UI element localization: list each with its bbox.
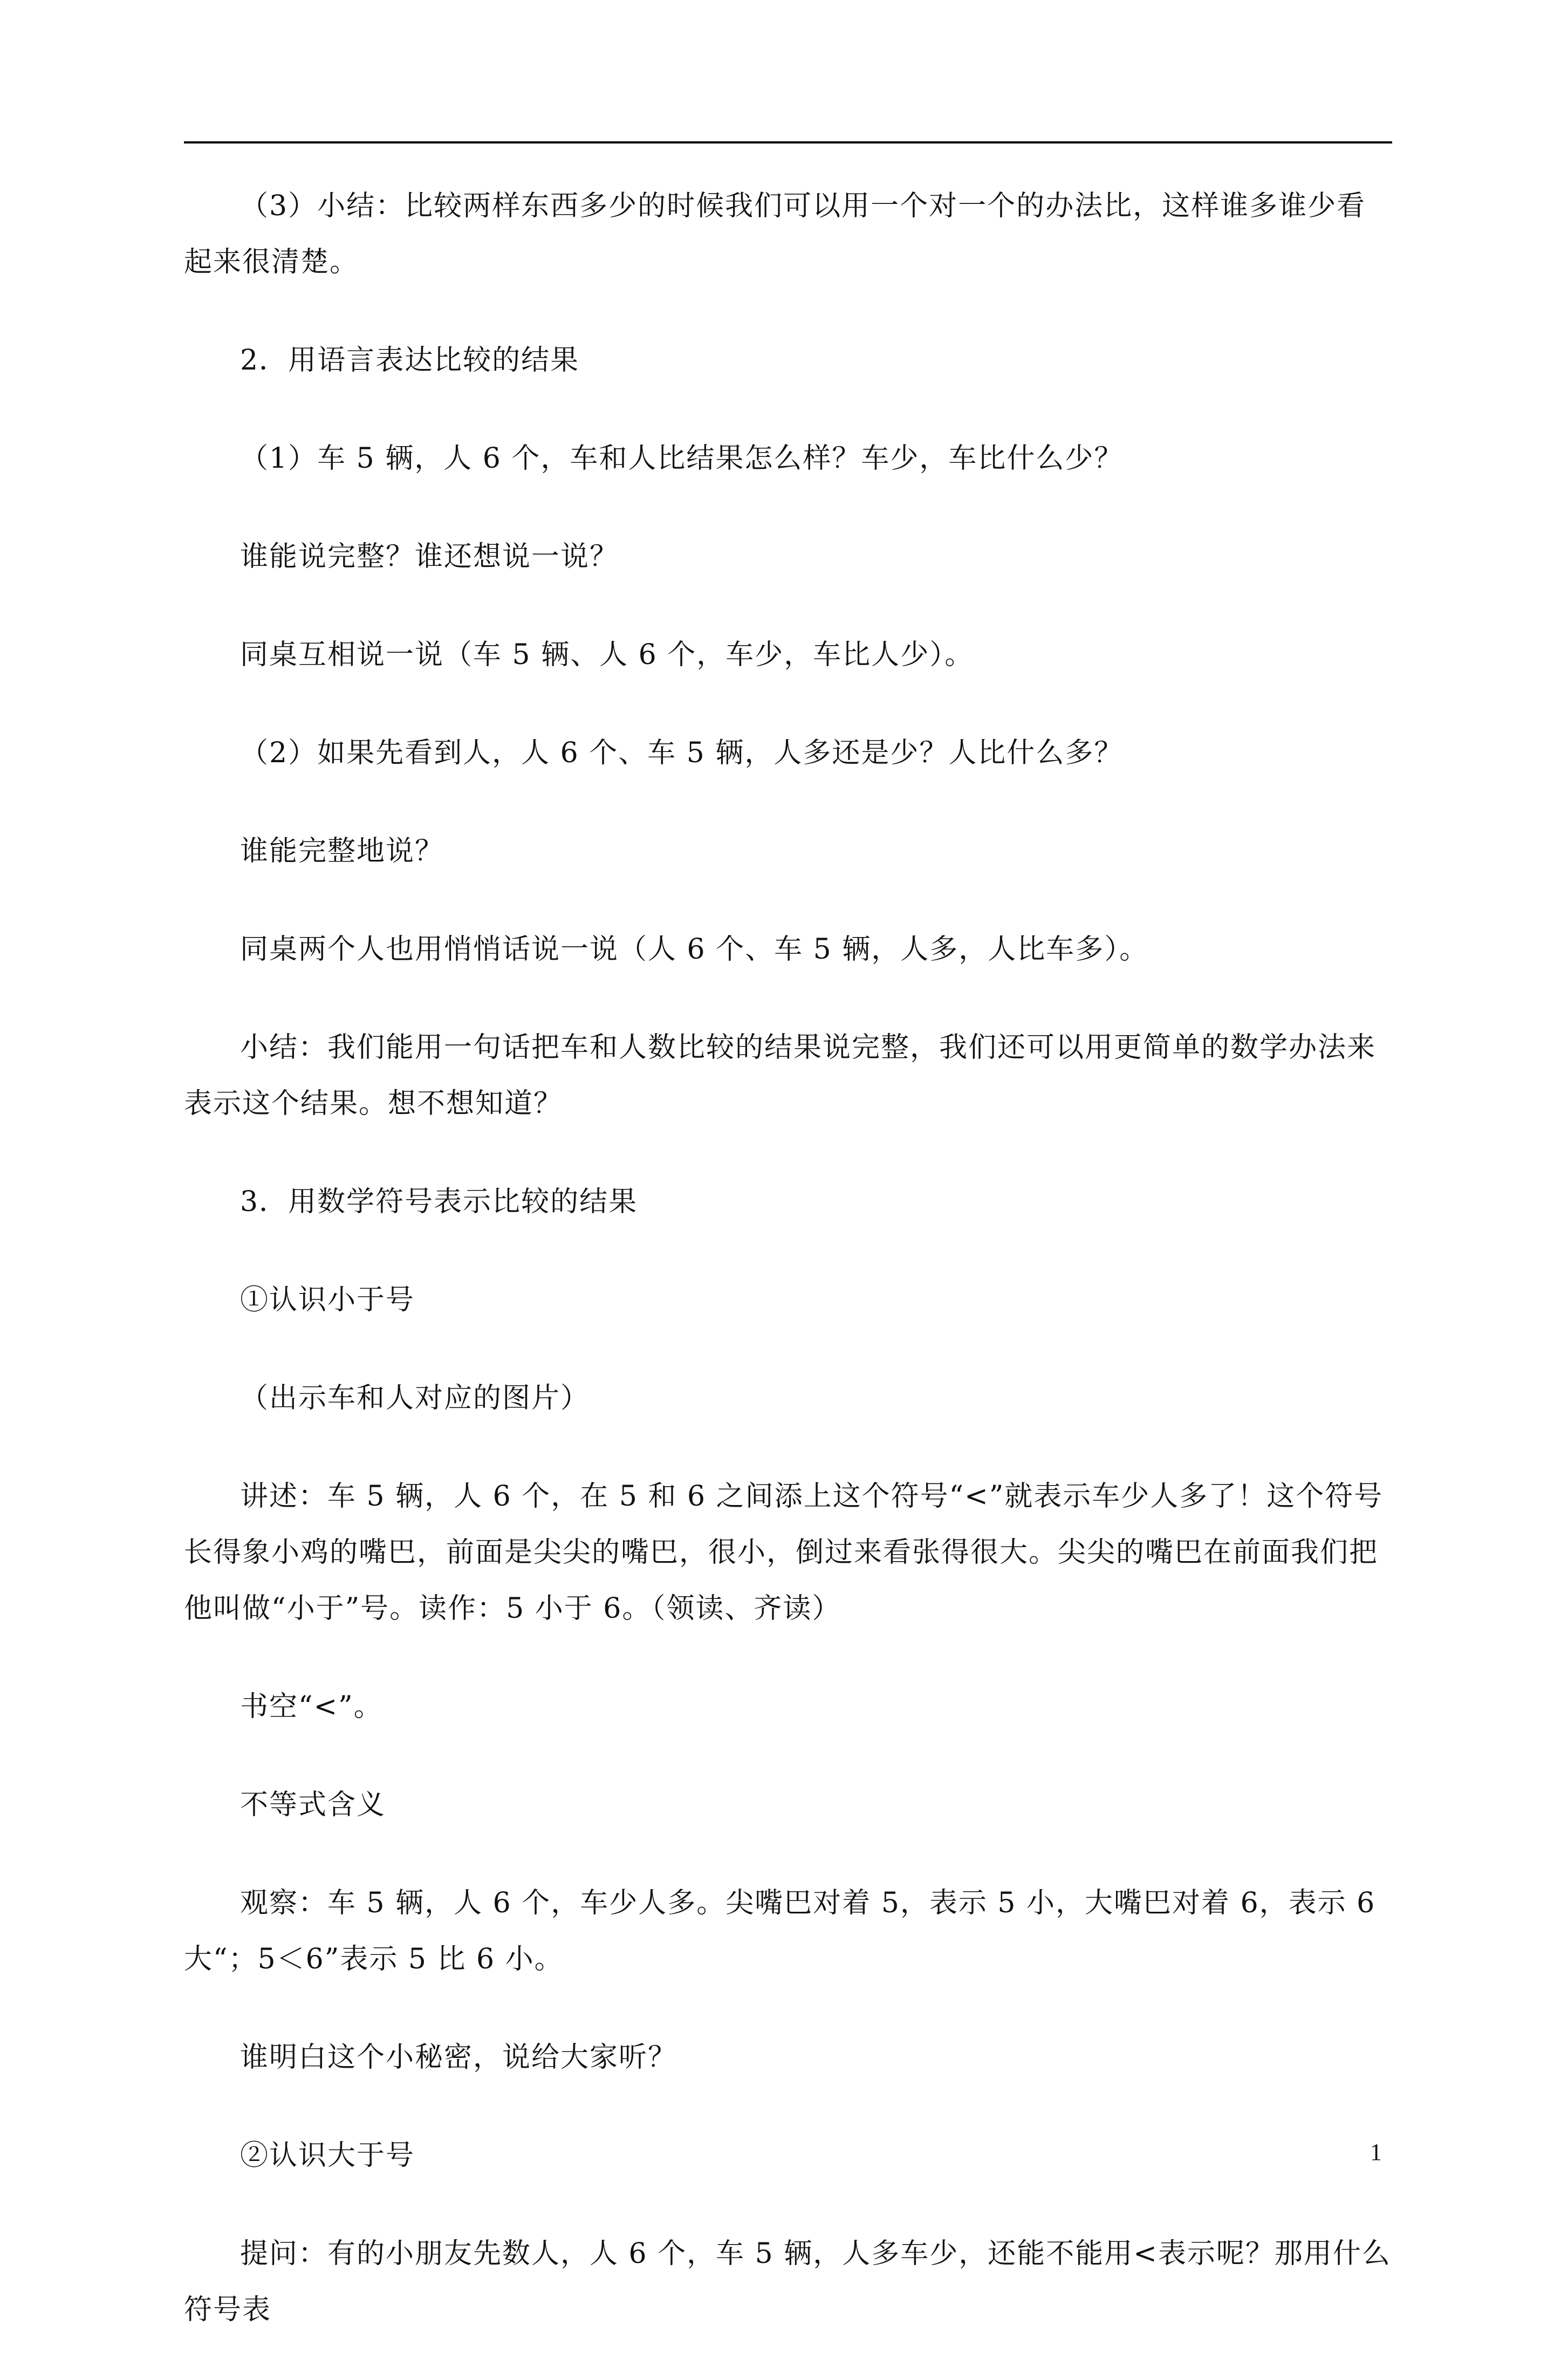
paragraph-heading-3: 3．用数学符号表示比较的结果 [240,1186,638,1218]
paragraph-write-air: 书空“<”。 [240,1691,383,1723]
paragraph-observe: 观察：车 5 辆，人 6 个，车少人多。尖嘴巴对着 5，表示 5 小，大嘴巴对着 6，表示 6 大“；5＜6”表示 5 比 6 小。 [184,1887,1376,1975]
paragraph-inequality-meaning: 不等式含义 [240,1789,386,1821]
paragraph-summary-1: （3）小结：比较两样东西多少的时候我们可以用一个对一个的办法比，这样谁多谁少看起来很清楚。 [184,190,1366,278]
header-rule [184,141,1392,143]
page-number: 1 [1370,2139,1382,2165]
paragraph-deskmate-1: 同桌互相说一说（车 5 辆、人 6 个，车少，车比人少）。 [240,639,974,671]
paragraph-who-complete: 谁能说完整？谁还想说一说？ [240,541,619,573]
paragraph-less-than-heading: ①认识小于号 [240,1284,415,1316]
paragraph-deskmate-2: 同桌两个人也用悄悄话说一说（人 6 个、车 5 辆，人多，人比车多）。 [240,933,1149,966]
paragraph-question-2: （2）如果先看到人，人 6 个、车 5 辆，人多还是少？人比什么多？ [240,737,1124,769]
paragraph-show-picture: （出示车和人对应的图片） [240,1382,590,1414]
paragraph-secret: 谁明白这个小秘密，说给大家听？ [240,2041,677,2074]
paragraph-summary-2: 小结：我们能用一句话把车和人数比较的结果说完整，我们还可以用更简单的数学办法来表示这个结果。想不想知道？ [184,1031,1377,1120]
paragraph-greater-than-heading: ②认识大于号 [240,2139,415,2172]
paragraph-explanation: 讲述：车 5 辆，人 6 个，在 5 和 6 之间添上这个符号“<”就表示车少人多了！这个符号长得象小鸡的嘴巴，前面是尖尖的嘴巴，很小，倒过来看张得很大。尖尖的嘴巴在前面我们把他叫做“小于”号。读作：5 小于 6。（领读、齐读） [184,1480,1384,1625]
paragraph-question-1: （1）车 5 辆，人 6 个，车和人比结果怎么样？车少，车比什么少？ [240,442,1124,475]
paragraph-heading-2: 2．用语言表达比较的结果 [240,344,580,377]
paragraph-question-3: 提问：有的小朋友先数人，人 6 个，车 5 辆，人多车少，还能不能用<表示呢？那用什么符号表 [184,2238,1391,2326]
paragraph-who-complete-2: 谁能完整地说？ [240,835,444,867]
document-body [184,178,1392,2380]
